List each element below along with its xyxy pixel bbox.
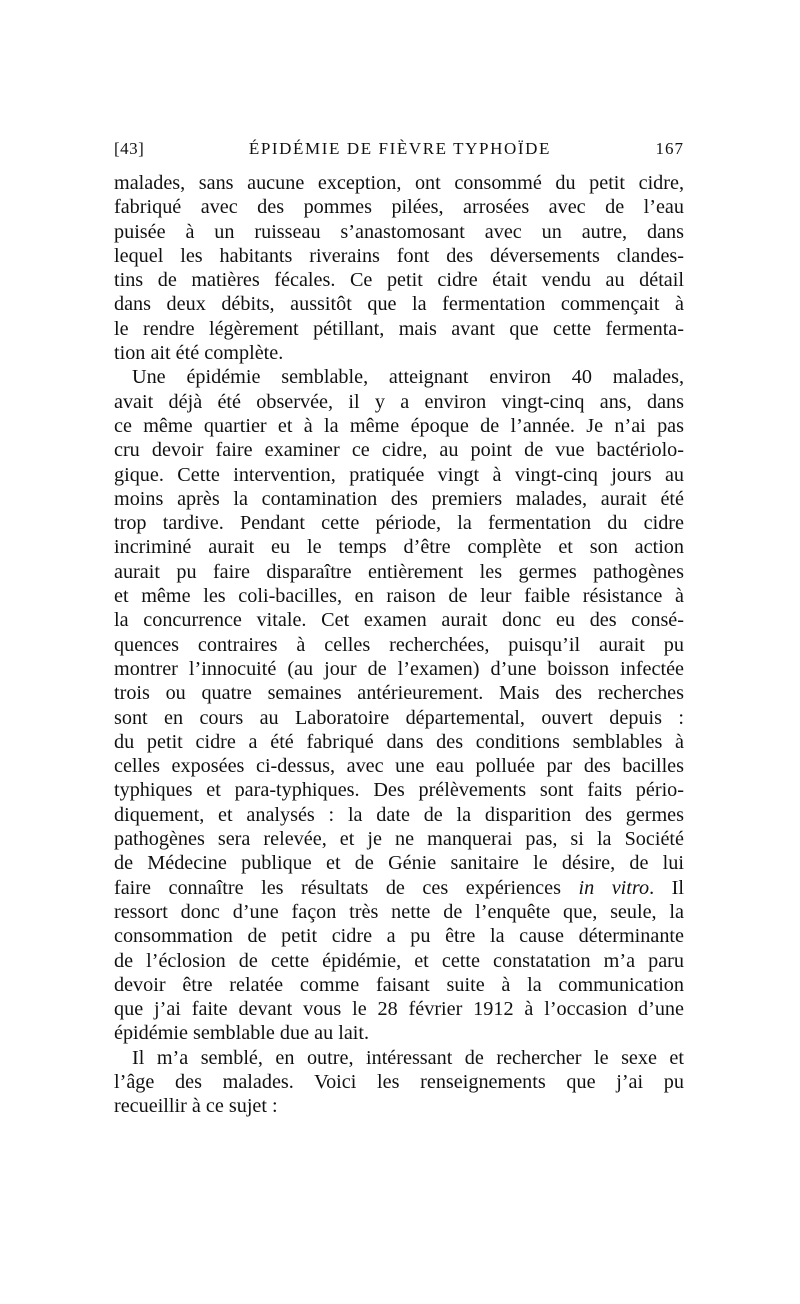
text-line: ressort donc d’une façon très nette de l’enquête que, seule, la [114, 900, 684, 923]
text-line: la concurrence vitale. Cet examen aurait donc eu des consé- [114, 609, 684, 632]
text-line-end: . Il [649, 876, 684, 899]
text-line: le rendre légèrement pétillant, mais avant que cette fermenta- [114, 317, 684, 340]
text-line: Une épidémie semblable, atteignant environ 40 malades, [132, 366, 684, 389]
page-number: 167 [655, 139, 684, 158]
text-line: recueillir à ce sujet : [114, 1095, 278, 1118]
text-line: diquement, et analysés : la date de la disparition des germes [114, 803, 684, 826]
text-line: malades, sans aucune exception, ont consommé du petit cidre, [114, 172, 684, 194]
text-line [114, 876, 684, 900]
text-line: avait déjà été observée, il y a environ vingt-cinq ans, dans [114, 390, 684, 413]
text-line: devoir être relatée comme faisant suite à la communication [114, 973, 684, 996]
text-line: trois ou quatre semaines antérieurement. Mais des recherches [114, 682, 684, 705]
text-line: incriminé aurait eu le temps d’être complète et son action [114, 536, 684, 559]
body-text [114, 171, 684, 1119]
text-line: que j’ai faite devant vous le 28 février 1912 à l’occasion d’une [114, 998, 684, 1021]
text-line: de l’éclosion de cette épidémie, et cette constatation m’a paru [114, 949, 684, 972]
text-line: lequel les habitants riverains font des déversements clandes- [114, 244, 684, 267]
text-line: épidémie semblable due au lait. [114, 1022, 370, 1045]
text-line: puisée à un ruisseau s’anastomosant avec un autre, dans [114, 220, 684, 243]
running-head [114, 138, 684, 160]
text-line: et même les coli-bacilles, en raison de leur faible résistance à [114, 585, 684, 608]
text-line: dans deux débits, aussitôt que la fermentation commençait à [114, 293, 684, 316]
text-line: tion ait été complète. [114, 342, 284, 365]
text-line: celles exposées ci-dessus, avec une eau polluée par des bacilles [114, 755, 684, 778]
running-title: ÉPIDÉMIE DE FIÈVRE TYPHOÏDE [248, 139, 551, 158]
section-reference: [43] [114, 139, 145, 158]
text-line: ce même quartier et à la même époque de l’année. Je n’ai pas [114, 414, 684, 437]
text-line: typhiques et para-typhiques. Des prélèvements sont faits pério- [114, 779, 684, 802]
book-page [114, 138, 684, 1119]
text-line: cru devoir faire examiner ce cidre, au point de vue bactériolo- [114, 439, 684, 462]
text-line: Il m’a semblé, en outre, intéressant de rechercher le sexe et [132, 1046, 684, 1069]
text-line: de Médecine publique et de Génie sanitaire le désire, de lui [114, 852, 684, 875]
text-line: trop tardive. Pendant cette période, la fermentation du cidre [114, 512, 684, 535]
text-line: moins après la contamination des premiers malades, aurait été [114, 487, 684, 510]
text-line: montrer l’innocuité (au jour de l’examen) d’une boisson infectée [114, 657, 684, 680]
text-line-start: faire connaître les résultats de ces expériences [114, 876, 561, 899]
text-line: fabriqué avec des pommes pilées, arrosées avec de l’eau [114, 196, 684, 219]
italic-term: in vitro [578, 876, 650, 899]
text-line: du petit cidre a été fabriqué dans des conditions semblables à [114, 730, 684, 753]
text-line: sont en cours au Laboratoire départemental, ouvert depuis : [114, 706, 684, 729]
text-line: consommation de petit cidre a pu être la cause déterminante [114, 925, 684, 948]
text-line: aurait pu faire disparaître entièrement les germes pathogènes [114, 560, 684, 583]
text-line: gique. Cette intervention, pratiquée vingt à vingt-cinq jours au [114, 463, 684, 486]
text-line: quences contraires à celles recherchées, puisqu’il aurait pu [114, 633, 684, 656]
text-line: pathogènes sera relevée, et je ne manquerai pas, si la Société [114, 828, 684, 851]
text-line: tins de matières fécales. Ce petit cidre était vendu au détail [114, 269, 684, 292]
text-line: l’âge des malades. Voici les renseignements que j’ai pu [114, 1070, 684, 1093]
